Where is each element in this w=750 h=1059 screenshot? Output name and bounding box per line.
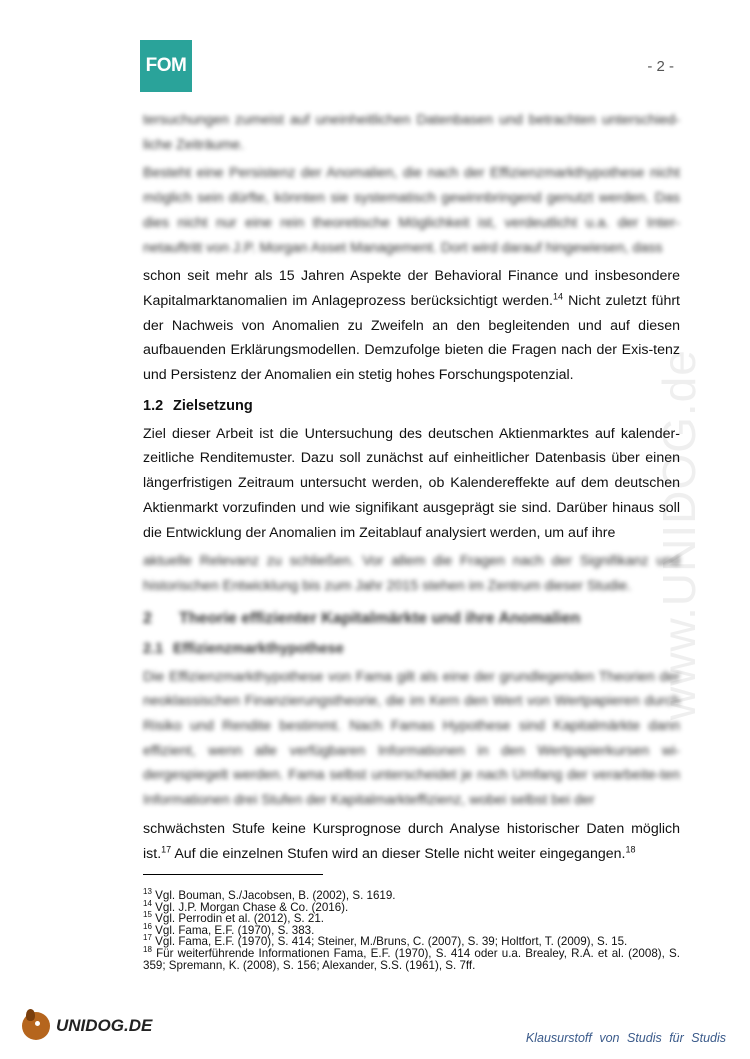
- watermark: www.UNIDOG.de: [653, 349, 705, 720]
- blurred-paragraph: tersuchungen zumeist auf uneinheitlichen Datenbasen und betrachten unterschied-liche Zeiträume.: [143, 112, 680, 153]
- footnote: $^{16}$ Vgl. Fama, E.F. (1970), S. 383.: [143, 921, 315, 937]
- subsection-heading: 2.1 Effizienzmarkthypothese: [143, 640, 344, 657]
- page-body: [143, 108, 680, 870]
- footnote-divider: [143, 874, 323, 875]
- footnote: $^{14}$ Vgl. J.P. Morgan Chase & Co. (2016).: [143, 898, 349, 914]
- page-number: - 2 -: [647, 58, 674, 75]
- paragraph: Ziel dieser Arbeit ist die Untersuchung des deutschen Aktienmarktes auf kalender-zeitliche Renditemuster. Dazu soll zunächst auf einheitlicher Datenbasis über einen längerfristigen Zeitraum untersucht werden, ob Kalendereffekte auf dem deutschen Aktienmarkt vorzufinden und wie signifikant ausgeprägt sie sind. Darüber hinaus soll die Entwicklung der Anomalien im Zeitablauf analysiert werden, um auf ihre: [143, 425, 680, 541]
- brand-text: UNIDOG.DE: [56, 1016, 153, 1035]
- blurred-paragraph: Besteht eine Persistenz der Anomalien, die nach der Effizienzmarkthypothese nicht möglich sein dürfte, könnten sie systematisch gewinnbringend genutzt werden. Das dies nicht nur eine rein theoretische Möglichkeit ist, verdeutlicht u.a. der Inter-netauftritt von J.P. Morgan Asset Management. Dort wird darauf hingewiesen, dass: [143, 165, 680, 256]
- footnotes: [143, 887, 680, 972]
- blurred-paragraph: aktuelle Relevanz zu schließen. Vor allem die Fragen nach der Signifikanz und historischen Entwicklung bis zum Jahr 2015 stehen im Zentrum dieser Studie.: [143, 553, 680, 594]
- section-heading: 2 Theorie effizienter Kapitalmärkte und ihre Anomalien: [143, 609, 581, 627]
- logo-text: FOM: [145, 55, 187, 76]
- footnote: $^{15}$ Vgl. Perrodin et al. (2012), S. 21.: [143, 910, 324, 926]
- fom-logo: [140, 40, 192, 92]
- unidog-logo[interactable]: [22, 1012, 152, 1040]
- footnote-ref[interactable]: 14: [552, 291, 563, 302]
- dog-icon: [22, 1012, 50, 1040]
- footer-tagline: Klausurstoff von Studis für Studis: [525, 1031, 726, 1045]
- footnote: $^{17}$ Vgl. Fama, E.F. (1970), S. 414; Steiner, M./Bruns, C. (2007), S. 39; Holtfort, T. (2009), S. 15.: [143, 933, 628, 949]
- blurred-paragraph: Die Effizienzmarkthypothese von Fama gilt als eine der grundlegenden Theorien der neoklassischen Finanzierungstheorie, die im Kern den Wert von Wertpapieren durch Risiko und Rendite bestimmt. Nach Famas Hypothese sind Kapitalmärkte dann effizient, wenn alle verfügbaren Informationen in den Wertpapierkursen wi-dergespiegelt werden. Fama selbst unterscheidet je nach Umfang der verarbeite-ten Informationen drei Stufen der Kapitalmarkteffizienz, wobei selbst bei der: [143, 668, 680, 809]
- section-heading: 1.2 Zielsetzung: [143, 397, 253, 414]
- paragraph: schwächsten Stufe keine Kursprognose durch Analyse historischer Daten möglich ist.$^{17}$ Auf die einzelnen Stufen wird an dieser Stelle nicht weiter eingegangen.$^{18}$: [143, 820, 680, 862]
- paragraph: schon seit mehr als 15 Jahren Aspekte der Behavioral Finance und insbesondere Kapitalmarktanomalien im Anlageprozess berücksichtigt werden.$^{14}$ Nicht zuletzt führt der Nachweis von Anomalien zu Zweifeln an den begleitenden und auf diesen aufbauenden Erklärungsmodellen. Demzufolge bieten die Fragen nach der Exis-tenz und Persistenz der Anomalien ein stetig hohes Forschungspotenzial.: [143, 268, 680, 384]
- footnote: $^{13}$ Vgl. Bouman, S./Jacobsen, B. (2002), S. 1619.: [143, 887, 396, 902]
- footnote: $^{18}$ Für weiterführende Informationen Fama, E.F. (1970), S. 414 oder u.a. Brealey, R.A. et al. (2008), S. 359; Spremann, K. (2008), S. 156; Alexander, S.S. (1961), S. 7ff.: [143, 945, 680, 972]
- footnote-ref[interactable]: 17: [161, 843, 172, 854]
- footnote-ref[interactable]: 18: [625, 843, 636, 854]
